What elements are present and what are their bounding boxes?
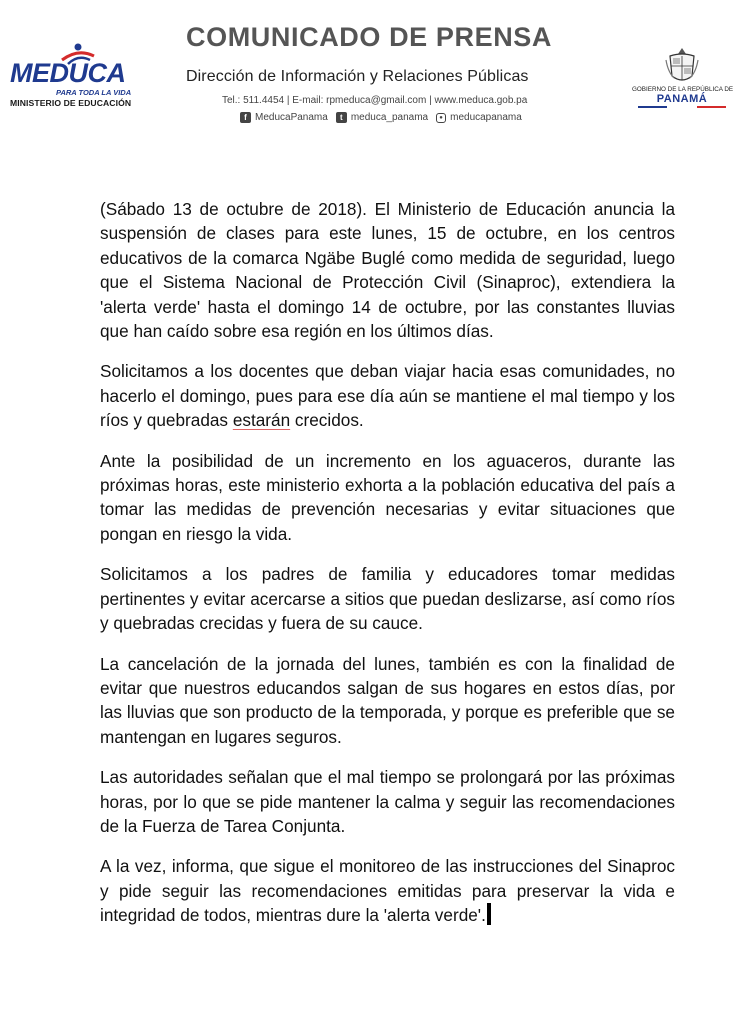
social-links: [240, 112, 526, 123]
instagram-handle: meducapanama: [450, 112, 522, 123]
government-label: GOBIERNO DE LA REPÚBLICA DE: [632, 86, 734, 93]
panama-coat-of-arms-icon: [664, 46, 700, 86]
press-release-title: COMUNICADO DE PRENSA: [186, 22, 553, 52]
meduca-logo: [8, 42, 148, 112]
paragraph-4: Solicitamos a los padres de familia y educadores tomar medidas pertinentes y evitar acercarse a sitios que puedan deslizarse, así como ríos y quebradas crecidas y fuera de su cauce.: [100, 564, 675, 634]
meduca-slogan: PARA TODA LA VIDA: [56, 88, 132, 97]
meduca-ministry-name: MINISTERIO DE EDUCACIÓN: [10, 98, 132, 108]
press-release-body: [100, 197, 675, 944]
paragraph-6: Las autoridades señalan que el mal tiempo se prolongará por las próximas horas, por lo que se pide mantener la calma y seguir las recomendaciones de la Fuerza de Tarea Conjunta.: [100, 767, 675, 836]
government-country: PANAMÁ: [656, 93, 708, 105]
paragraph-7-text: A la vez, informa, que sigue el monitoreo de las instrucciones del Sinaproc y pide seguir las recomendaciones emitidas para preservar la vida e integridad de todos, mientras dure la 'alerta verde'.: [100, 856, 675, 926]
text-cursor: [487, 903, 491, 925]
paragraph-7: [100, 854, 675, 927]
press-release-subtitle: Dirección de Información y Relaciones Públicas: [186, 68, 529, 85]
spellcheck-word: estarán: [232, 410, 291, 431]
paragraph-2-text-a: Solicitamos a los docentes que deban viajar hacia esas comunidades, no hacerlo el domingo, pues para ese día aún se mantiene el mal tiempo y los ríos y quebradas: [100, 361, 675, 431]
facebook-icon: f: [240, 112, 251, 123]
meduca-wordmark: MEDUCA: [10, 58, 126, 88]
government-logo: [632, 46, 732, 106]
paragraph-1: (Sábado 13 de octubre de 2018). El Ministerio de Educación anuncia la suspensión de clases para este lunes, 15 de octubre, en los centros educativos de la comarca Ngäbe Buglé como medida de seguridad, luego que el Sistema Nacional de Protección Civil (Sinaproc), extendiera la 'alerta verde' hasta el domingo 14 de octubre, por las constantes lluvias que han caído sobre esa región en los últimos días.: [100, 199, 675, 342]
facebook-handle: MeducaPanama: [255, 112, 328, 123]
twitter-handle: meduca_panama: [350, 112, 429, 123]
twitter-icon: t: [336, 112, 347, 123]
paragraph-2-text-b: crecidos.: [290, 410, 364, 431]
contact-info: Tel.: 511.4454 | E-mail: rpmeduca@gmail.com | www.meduca.gob.pa: [222, 95, 528, 106]
instagram-icon: ●: [436, 113, 446, 123]
press-header: [0, 0, 741, 140]
paragraph-2: [100, 359, 675, 432]
paragraph-5: La cancelación de la jornada del lunes, también es con la finalidad de evitar que nuestros educandos salgan de sus hogares en estos días, por las lluvias que son producto de la temporada, y porque es preferible que se mantengan en lugares seguros.: [100, 653, 675, 747]
paragraph-3: Ante la posibilidad de un incremento en los aguaceros, durante las próximas horas, este ministerio exhorta a la población educativa del país a tomar las medidas de prevención necesarias y evitar situaciones que pongan en riesgo la vida.: [100, 450, 675, 544]
flag-color-bar: [638, 106, 726, 108]
